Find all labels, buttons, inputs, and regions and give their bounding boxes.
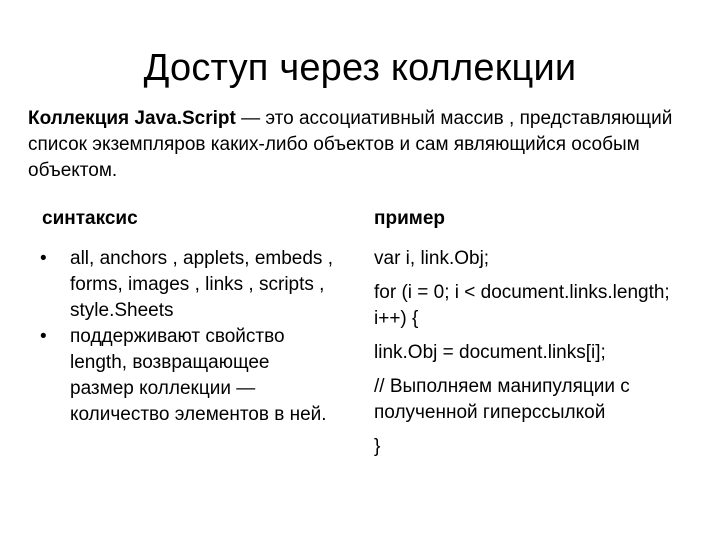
example-heading: пример: [374, 208, 445, 229]
intro-paragraph: [28, 106, 708, 184]
code-line: for (i = 0; i < document.links.length; i++) {: [374, 282, 670, 329]
syntax-list: [36, 246, 336, 428]
code-line: link.Obj = document.links[i];: [374, 342, 606, 363]
syntax-heading: синтаксис: [42, 208, 138, 229]
syntax-item: [36, 324, 336, 428]
code-line: var i, link.Obj;: [374, 248, 490, 269]
code-line: }: [374, 436, 381, 457]
syntax-item-text: all, anchors , applets, embeds , forms, images , links , scripts , style.Sheets: [70, 248, 333, 321]
intro-term: Коллекция Java.Script: [28, 108, 236, 129]
example-code: [374, 246, 704, 460]
code-line: // Выполняем манипуляции с полученной гиперссылкой: [374, 376, 630, 423]
slide-title: Доступ через коллекции: [143, 47, 577, 89]
syntax-item-text: поддерживают свойство length, возвращающее размер коллекции — количество элементов в ней.: [70, 326, 327, 425]
bullet-icon: •: [40, 248, 47, 269]
syntax-item: [36, 246, 336, 324]
bullet-icon: •: [40, 326, 47, 347]
intro-text: — это ассоциативный массив , представляющий список экземпляров каких-либо объектов и сам являющийся особым объектом.: [28, 108, 673, 181]
